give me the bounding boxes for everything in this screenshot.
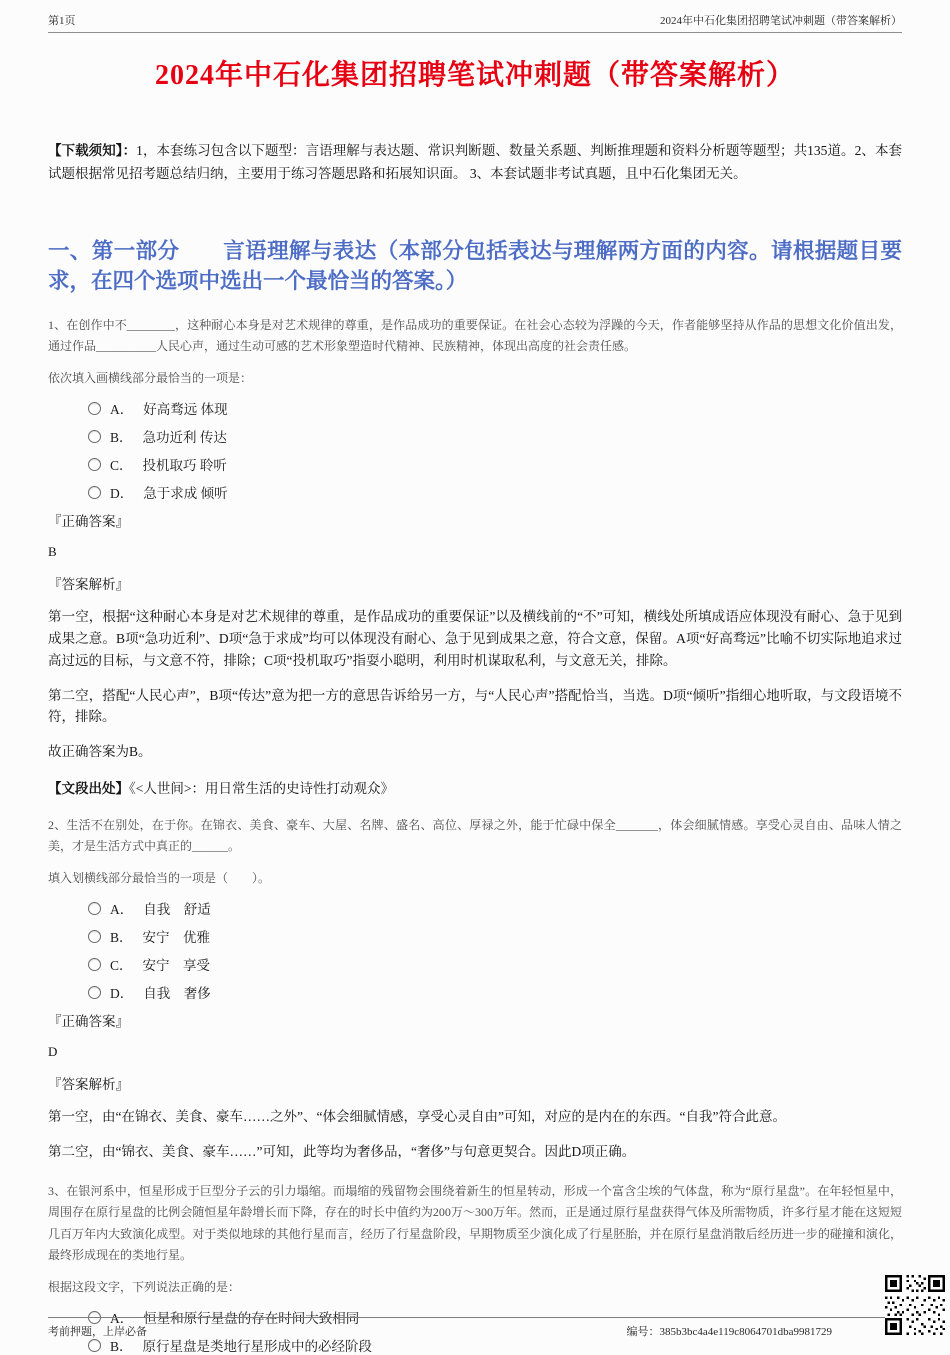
radio-icon[interactable] — [88, 958, 101, 971]
analysis-conclusion: 故正确答案为B。 — [48, 744, 152, 760]
option-b[interactable] — [88, 926, 902, 946]
option-text: 急功近利 传达 — [142, 430, 227, 446]
option-letter: A． — [110, 902, 134, 918]
notice-text: 1，本套练习包含以下题型：言语理解与表达题、常识判断题、数量关系题、判断推理题和资料分析题等题型；共135道。2、本套试题根据常见招考题总结归纳，主要用于练习答题思路和拓展知识面。 3、本套试题非考试真题，且中石化集团无关。 — [48, 143, 903, 182]
question-stem: 3、在银河系中，恒星形成于巨型分子云的引力塌缩。而塌缩的残留物会围绕着新生的恒星转动，形成一个富含尘埃的气体盘，称为“原行星盘”。在年轻恒星中，周围存在原行星盘的比例会随恒星年龄增长而下降，存在的时长中值约为200万～300万年。然而，正是通过原行星盘获得气体及所需物质，许多行星才能在这短短几百万年内大致演化成型。对于类似地球的其他行星而言，经历了行星盘阶段，早期物质至少演化成了行星胚胎，并在原行星盘消散后经历进一步的碰撞和演化，最终形成现在的类地行星。 — [48, 1183, 902, 1263]
option-text: 好高骛远 体现 — [143, 402, 228, 418]
question-prompt: 根据这段文字，下列说法正确的是： — [48, 1280, 241, 1295]
footer-slogan: 考前押题，上岸必备 — [48, 1326, 147, 1338]
page-header — [48, 12, 902, 33]
option-b[interactable] — [88, 426, 902, 446]
footer-serial — [626, 1323, 902, 1339]
option-d[interactable] — [88, 482, 902, 502]
option-a[interactable] — [88, 898, 902, 918]
correct-answer-label: 『正确答案』 — [48, 1014, 129, 1030]
radio-icon[interactable] — [88, 402, 101, 415]
question-stem: 1、在创作中不________，这种耐心本身是对艺术规律的尊重，是作品成功的重要保证。在社会心态较为浮躁的今天，作者能够坚持从作品的思想文化价值出发，通过作品__________人民心声，通过生动可感的艺术形象塑造时代精神、民族精神，体现出高度的社会责任感。 — [48, 317, 902, 354]
option-d[interactable] — [88, 982, 902, 1002]
question-2 — [48, 815, 902, 1163]
option-text: 原行星盘是类地行星形成中的必经阶段 — [142, 1339, 373, 1355]
serial-label: 编号： — [626, 1326, 660, 1338]
option-a[interactable] — [88, 398, 902, 418]
question-1 — [48, 315, 902, 797]
analysis-paragraph: 第二空，由“锦衣、美食、豪车……”可知，此等均为奢侈品，“奢侈”与句意更契合。因此D项正确。 — [48, 1144, 636, 1160]
option-letter: D． — [110, 486, 134, 502]
option-text: 自我 舒适 — [143, 902, 211, 918]
radio-icon[interactable] — [88, 486, 101, 499]
options-group — [88, 898, 902, 1002]
header-page-number: 第1页 — [48, 15, 76, 27]
radio-icon[interactable] — [88, 1339, 101, 1352]
radio-icon[interactable] — [88, 430, 101, 443]
notice-label: 【下载须知】： — [48, 143, 137, 158]
option-letter: B． — [110, 430, 133, 446]
serial-code: 385b3bc4a4e119c8064701dba9981729 — [659, 1326, 832, 1338]
radio-icon[interactable] — [88, 458, 101, 471]
option-text: 自我 奢侈 — [143, 986, 211, 1002]
option-letter: B． — [110, 1339, 133, 1355]
option-c[interactable] — [88, 954, 902, 974]
option-letter: A． — [110, 1311, 134, 1327]
option-text: 安宁 享受 — [142, 958, 211, 974]
analysis-label: 『答案解析』 — [48, 1076, 129, 1092]
analysis-paragraph: 第一空，由“在锦衣、美食、豪车……之外”、“体会细腻情感，享受心灵自由”可知，对应的是内在的东西。“自我”符合此意。 — [48, 1109, 786, 1125]
options-group — [88, 398, 902, 502]
source-label: 【文段出处】 — [48, 780, 129, 796]
qr-code-icon — [885, 1275, 945, 1335]
source-line — [48, 777, 902, 797]
analysis-paragraph: 第二空，搭配“人民心声”，B项“传达”意为把一方的意思告诉给另一方，与“人民心声”搭配恰当，当选。D项“倾听”指细心地听取，与文段语境不符，排除。 — [48, 687, 902, 725]
option-text: 安宁 优雅 — [142, 930, 211, 946]
radio-icon[interactable] — [88, 902, 101, 915]
option-letter: A． — [110, 402, 134, 418]
option-text: 恒星和原行星盘的存在时间大致相同 — [143, 1311, 360, 1327]
option-c[interactable] — [88, 454, 902, 474]
header-doc-title: 2024年中石化集团招聘笔试冲刺题（带答案解析） — [660, 15, 902, 27]
radio-icon[interactable] — [88, 930, 101, 943]
analysis-paragraph: 第一空，根据“这种耐心本身是对艺术规律的尊重，是作品成功的重要保证”以及横线前的“不”可知，横线处所填成语应体现没有耐心、急于见到成果之意。B项“急功近利”、D项“急于求成”均可以体现没有耐心、急于见到成果之意，符合文意，保留。A项“好高骛远”比喻不切实际地追求过高过远的目标，与文意不符，排除；C项“投机取巧”指耍小聪明，利用时机谋取私利，与文意无关，排除。 — [48, 609, 902, 668]
correct-answer-value: D — [48, 1043, 58, 1059]
source-text: 《<人世间>：用日常生活的史诗性打动观众》 — [129, 780, 394, 796]
question-prompt: 依次填入画横线部分最恰当的一项是： — [48, 371, 253, 386]
correct-answer-label: 『正确答案』 — [48, 514, 129, 530]
option-text: 急于求成 倾听 — [143, 486, 228, 502]
section-heading: 一、第一部分 言语理解与表达（本部分包括表达与理解两方面的内容。请根据题目要求，在四个选项中选出一个最恰当的答案。） — [48, 239, 902, 294]
page-footer — [48, 1317, 902, 1339]
option-letter: D． — [110, 986, 134, 1002]
option-letter: B． — [110, 930, 133, 946]
option-text: 投机取巧 聆听 — [142, 458, 227, 474]
radio-icon[interactable] — [88, 986, 101, 999]
question-stem: 2、生活不在别处，在于你。在锦衣、美食、豪车、大屋、名牌、盛名、高位、厚禄之外，能于忙碌中保全_______，体会细腻情感。享受心灵自由、品味人情之美，才是生活方式中真正的______。 — [48, 817, 902, 853]
page-title: 2024年中石化集团招聘笔试冲刺题（带答案解析） — [154, 60, 795, 91]
option-letter: C． — [110, 458, 133, 474]
analysis-label: 『答案解析』 — [48, 576, 129, 592]
correct-answer-value: B — [48, 543, 57, 559]
download-notice — [48, 139, 902, 185]
question-prompt: 填入划横线部分最恰当的一项是（ ）。 — [48, 871, 271, 886]
option-letter: C． — [110, 958, 133, 974]
